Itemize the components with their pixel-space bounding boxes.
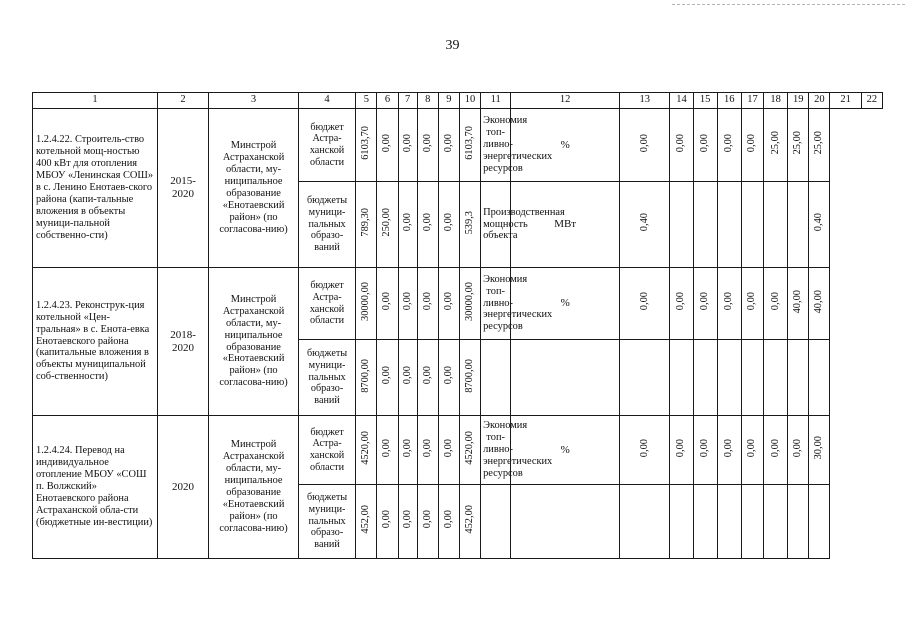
indicator-target-cell <box>809 268 830 340</box>
indicator-target-cell <box>620 182 670 268</box>
indicator-target: 0,00 <box>792 438 804 458</box>
funding-value-cell <box>459 340 480 416</box>
indicator-target: 0,00 <box>638 292 650 311</box>
funding-value: 0,00 <box>381 133 393 153</box>
funding-value: 0,00 <box>421 213 433 232</box>
indicator-name: Производственная мощность объекта <box>481 182 511 268</box>
indicator-target-cell <box>809 416 830 485</box>
funding-value: 0,00 <box>421 133 433 153</box>
indicator-target-cell <box>764 182 788 268</box>
funding-value-cell <box>438 416 459 485</box>
indicator-target-cell <box>693 340 717 416</box>
indicator-target-cell <box>809 485 830 559</box>
indicator-target: 25,00 <box>769 131 781 155</box>
funding-value-cell <box>417 340 438 416</box>
funding-value: 6103,70 <box>360 126 372 160</box>
funding-source: бюджет Астра-ханской области <box>298 268 355 340</box>
indicator-target: 0,00 <box>675 292 687 311</box>
indicator-target-cell <box>717 268 741 340</box>
column-header-22: 22 <box>861 93 882 109</box>
table-row <box>33 109 883 182</box>
measure-years: 2020 <box>157 416 208 559</box>
funding-value: 0,00 <box>381 510 393 529</box>
indicator-target: 0,40 <box>638 213 650 232</box>
funding-value-cell <box>377 485 398 559</box>
funding-value: 0,00 <box>421 292 433 311</box>
funding-value-cell <box>459 182 480 268</box>
funding-value-cell <box>459 416 480 485</box>
indicator-unit: % <box>511 268 620 340</box>
column-header-6: 6 <box>377 93 398 109</box>
indicator-target: 0,00 <box>699 438 711 458</box>
funding-value: 4520,00 <box>464 431 476 465</box>
indicator-target: 0,40 <box>813 213 825 232</box>
funding-value: 0,00 <box>421 366 433 385</box>
funding-value-cell <box>417 182 438 268</box>
column-header-11: 11 <box>481 93 511 109</box>
funding-value-cell <box>438 340 459 416</box>
indicator-target-cell <box>717 485 741 559</box>
funding-value: 0,00 <box>401 510 413 529</box>
measure-executor: Минстрой Астраханской области, му-ниципальное образование «Енотаевский район» (по согласова-нию) <box>209 268 299 416</box>
funding-value-cell <box>356 268 377 340</box>
indicator-target-cell <box>741 109 763 182</box>
indicator-target-cell <box>693 268 717 340</box>
indicator-unit: МВт <box>511 182 620 268</box>
indicator-target-cell <box>670 485 693 559</box>
indicator-target: 0,00 <box>638 133 650 153</box>
indicator-target: 0,00 <box>723 292 735 311</box>
column-header-12: 12 <box>511 93 620 109</box>
indicator-target: 0,00 <box>699 133 711 153</box>
indicator-target-cell <box>741 182 763 268</box>
funding-value: 0,00 <box>442 366 454 385</box>
indicator-target-cell <box>670 416 693 485</box>
column-header-13: 13 <box>620 93 670 109</box>
indicator-target: 0,00 <box>723 438 735 458</box>
funding-value-cell <box>438 182 459 268</box>
funding-value: 0,00 <box>401 133 413 153</box>
column-header-18: 18 <box>764 93 788 109</box>
indicator-target-cell <box>717 182 741 268</box>
funding-source: бюджет Астра-ханской области <box>298 416 355 485</box>
funding-value: 0,00 <box>401 366 413 385</box>
funding-value-cell <box>356 109 377 182</box>
indicator-name: Экономия топ-ливно-энергетических ресурсов <box>481 109 511 182</box>
indicator-target: 0,00 <box>723 133 735 153</box>
indicator-unit <box>511 340 620 416</box>
measure-executor: Минстрой Астраханской области, му-ниципальное образование «Енотаевский район» (по согласова-нию) <box>209 416 299 559</box>
funding-value-cell <box>377 182 398 268</box>
indicator-target: 40,00 <box>792 289 804 314</box>
funding-value: 0,00 <box>381 438 393 458</box>
funding-value-cell <box>417 485 438 559</box>
funding-value: 0,00 <box>421 438 433 458</box>
indicator-target-cell <box>670 268 693 340</box>
funding-value-cell <box>438 109 459 182</box>
funding-value: 452,00 <box>464 505 476 534</box>
top-edge-line <box>672 4 905 5</box>
indicator-target-cell <box>670 182 693 268</box>
column-header-10: 10 <box>459 93 480 109</box>
funding-value: 250,00 <box>381 208 393 237</box>
column-header-5: 5 <box>356 93 377 109</box>
table-row <box>33 416 883 485</box>
table-row <box>33 268 883 340</box>
funding-value-cell <box>377 340 398 416</box>
indicator-target-cell <box>788 109 809 182</box>
column-header-9: 9 <box>438 93 459 109</box>
funding-value: 0,00 <box>442 438 454 458</box>
indicator-name: Экономия топ-ливно-энергетических ресурсов <box>481 416 511 485</box>
column-header-16: 16 <box>717 93 741 109</box>
funding-value-cell <box>438 268 459 340</box>
funding-value: 789,30 <box>360 208 372 237</box>
indicator-target-cell <box>670 340 693 416</box>
indicator-target-cell <box>764 109 788 182</box>
funding-value-cell <box>398 340 417 416</box>
column-header-3: 3 <box>209 93 299 109</box>
funding-value: 8700,00 <box>360 358 372 393</box>
funding-source: бюджеты муници-пальных образо-ваний <box>298 485 355 559</box>
funding-value: 8700,00 <box>464 358 476 393</box>
indicator-target-cell <box>764 485 788 559</box>
indicator-target: 0,00 <box>638 438 650 458</box>
page-number: 39 <box>445 38 460 53</box>
column-header-17: 17 <box>741 93 763 109</box>
funding-value-cell <box>377 109 398 182</box>
indicator-target-cell <box>788 485 809 559</box>
column-header-1: 1 <box>33 93 158 109</box>
indicator-target: 30,00 <box>813 436 825 460</box>
indicator-target-cell <box>620 268 670 340</box>
indicator-target-cell <box>741 268 763 340</box>
indicator-target-cell <box>741 416 763 485</box>
indicator-target-cell <box>693 182 717 268</box>
funding-value-cell <box>417 268 438 340</box>
measure-name: 1.2.4.24. Перевод на индивидуальное отопление МБОУ «СОШ п. Волжский» Енотаевского района Астраханской обла-сти (бюджетные ин-вестиции) <box>33 416 158 559</box>
funding-value-cell <box>459 109 480 182</box>
funding-value-cell <box>398 416 417 485</box>
indicator-target-cell <box>764 340 788 416</box>
funding-value: 0,00 <box>442 292 454 311</box>
funding-source: бюджет Астра-ханской области <box>298 109 355 182</box>
funding-value-cell <box>417 416 438 485</box>
indicator-target-cell <box>788 182 809 268</box>
column-header-15: 15 <box>693 93 717 109</box>
funding-value: 0,00 <box>442 510 454 529</box>
column-header-19: 19 <box>788 93 809 109</box>
funding-value: 4520,00 <box>360 431 372 465</box>
indicator-name <box>481 485 511 559</box>
indicator-target-cell <box>670 109 693 182</box>
funding-value: 452,00 <box>360 505 372 534</box>
measure-years: 2015-2020 <box>157 109 208 268</box>
indicator-target-cell <box>717 340 741 416</box>
indicator-target-cell <box>741 485 763 559</box>
indicator-target: 0,00 <box>746 292 758 311</box>
indicator-target: 0,00 <box>746 133 758 153</box>
indicator-name: Экономия топ-ливно-энергетических ресурсов <box>481 268 511 340</box>
funding-value: 0,00 <box>401 213 413 232</box>
indicator-target-cell <box>620 109 670 182</box>
measure-years: 2018-2020 <box>157 268 208 416</box>
funding-value: 0,00 <box>401 292 413 311</box>
funding-value: 0,00 <box>401 438 413 458</box>
funding-value-cell <box>459 485 480 559</box>
indicator-target-cell <box>620 340 670 416</box>
funding-value: 0,00 <box>421 510 433 529</box>
indicator-unit <box>511 485 620 559</box>
indicator-target-cell <box>693 485 717 559</box>
funding-value-cell <box>377 268 398 340</box>
indicator-target-cell <box>809 340 830 416</box>
indicator-target-cell <box>809 182 830 268</box>
indicator-target-cell <box>788 268 809 340</box>
funding-value: 30000,00 <box>464 282 476 321</box>
indicator-target: 0,00 <box>746 438 758 458</box>
indicator-target-cell <box>788 416 809 485</box>
indicator-name <box>481 340 511 416</box>
funding-value-cell <box>459 268 480 340</box>
funding-value: 30000,00 <box>360 282 372 321</box>
column-header-8: 8 <box>417 93 438 109</box>
column-header-14: 14 <box>670 93 693 109</box>
indicator-target-cell <box>764 268 788 340</box>
funding-value-cell <box>356 485 377 559</box>
funding-value-cell <box>356 182 377 268</box>
funding-source: бюджеты муници-пальных образо-ваний <box>298 340 355 416</box>
indicator-target-cell <box>741 340 763 416</box>
indicator-target-cell <box>693 416 717 485</box>
measure-name: 1.2.4.22. Строитель-ство котельной мощ-ностью 400 кВт для отопления МБОУ «Ленинская СОШ» в с. Ленино Енотаев-ского района (капи-тальные вложения в объекты муници-пальной собственно-сти) <box>33 109 158 268</box>
column-number-row <box>33 93 883 109</box>
funding-value-cell <box>377 416 398 485</box>
measure-executor: Минстрой Астраханской области, му-ниципальное образование «Енотаевский район» (по согласова-нию) <box>209 109 299 268</box>
column-header-20: 20 <box>809 93 830 109</box>
indicator-target: 0,00 <box>769 292 781 311</box>
indicator-target-cell <box>620 485 670 559</box>
indicator-target-cell <box>620 416 670 485</box>
funding-value-cell <box>398 109 417 182</box>
funding-value: 0,00 <box>381 292 393 311</box>
funding-value-cell <box>417 109 438 182</box>
measure-name: 1.2.4.23. Реконструк-ция котельной «Цен-тральная» в с. Енота-евка Енотаевского района (капитальные вложения в объекты муниципальной соб-ственности) <box>33 268 158 416</box>
indicator-unit: % <box>511 416 620 485</box>
indicator-target-cell <box>693 109 717 182</box>
funding-value: 0,00 <box>442 133 454 153</box>
indicator-target: 0,00 <box>675 438 687 458</box>
indicator-target: 0,00 <box>675 133 687 153</box>
column-header-2: 2 <box>157 93 208 109</box>
indicator-target: 40,00 <box>813 289 825 314</box>
funding-value-cell <box>398 485 417 559</box>
indicator-target-cell <box>764 416 788 485</box>
indicator-target: 25,00 <box>813 131 825 155</box>
funding-value: 0,00 <box>381 366 393 385</box>
funding-value-cell <box>438 485 459 559</box>
funding-value: 539,3 <box>464 210 476 235</box>
indicator-target: 0,00 <box>769 438 781 458</box>
indicator-target-cell <box>717 109 741 182</box>
indicator-target-cell <box>717 416 741 485</box>
funding-value-cell <box>356 340 377 416</box>
indicator-target: 25,00 <box>792 131 804 155</box>
column-header-7: 7 <box>398 93 417 109</box>
funding-value-cell <box>356 416 377 485</box>
indicator-target-cell <box>788 340 809 416</box>
indicator-target: 0,00 <box>699 292 711 311</box>
funding-value: 6103,70 <box>464 126 476 160</box>
indicator-unit: % <box>511 109 620 182</box>
funding-value-cell <box>398 182 417 268</box>
column-header-21: 21 <box>830 93 861 109</box>
funding-source: бюджеты муници-пальных образо-ваний <box>298 182 355 268</box>
program-table <box>32 92 883 559</box>
funding-value-cell <box>398 268 417 340</box>
column-header-4: 4 <box>298 93 355 109</box>
indicator-target-cell <box>809 109 830 182</box>
funding-value: 0,00 <box>442 213 454 232</box>
